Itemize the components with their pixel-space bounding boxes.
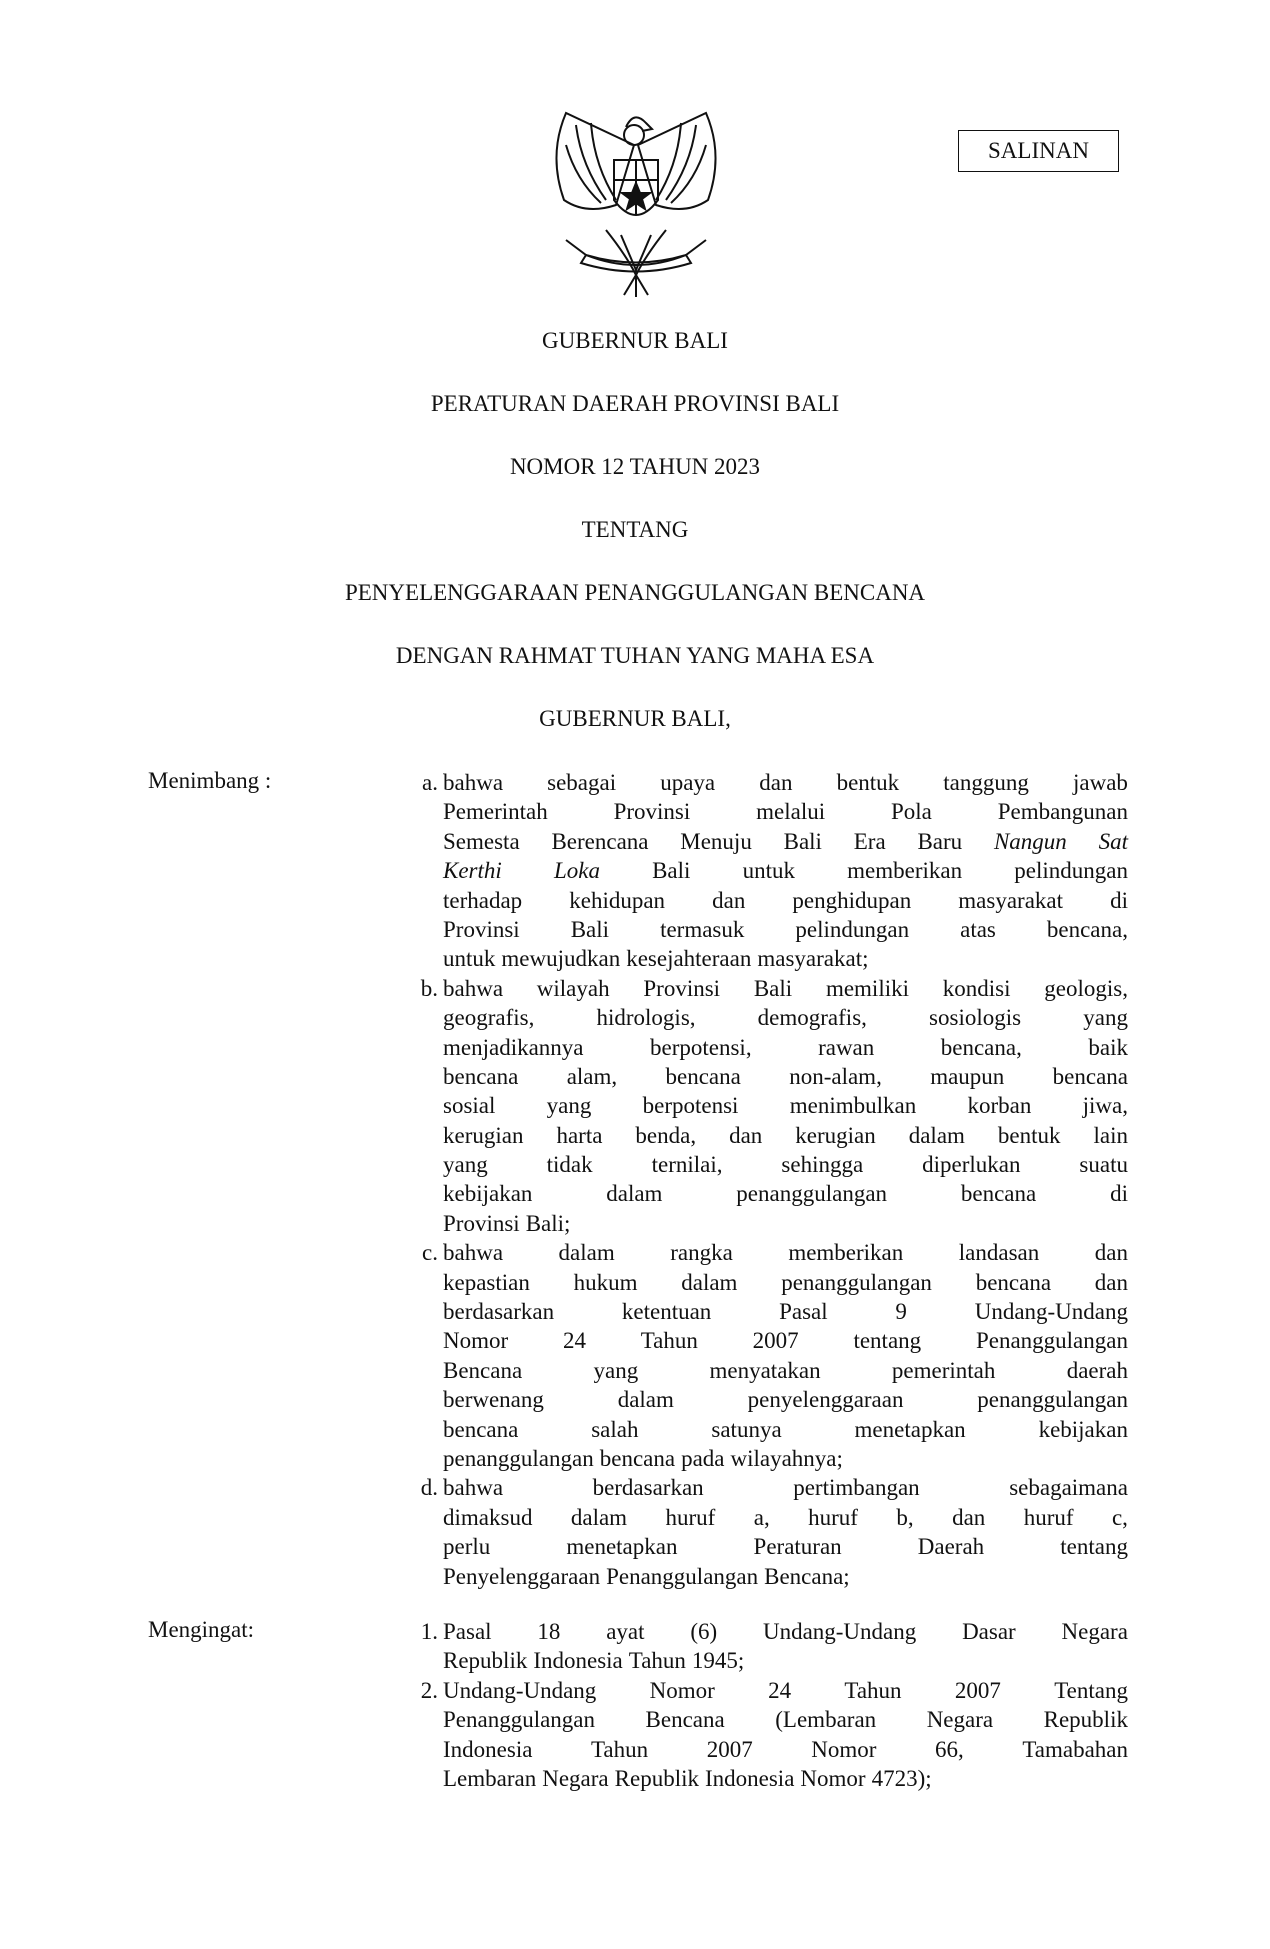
word: bencana: [443, 1063, 519, 1089]
word: huruf: [1023, 1504, 1074, 1530]
text-line: [443, 1003, 1128, 1032]
mengingat-section: [148, 1617, 1128, 1793]
word: untuk: [443, 946, 496, 972]
word: dalam: [558, 1240, 615, 1266]
word: pertimbangan: [793, 1475, 920, 1501]
word: yang: [1083, 1005, 1128, 1031]
text-line: [443, 886, 1128, 915]
word: bencana: [975, 1269, 1052, 1295]
word: yang: [593, 1357, 639, 1383]
text-line: [443, 768, 1128, 797]
word: Tahun: [640, 1328, 698, 1354]
word: dalam: [606, 1181, 663, 1207]
word: kondisi: [942, 975, 1011, 1001]
word: maupun: [930, 1063, 1005, 1089]
word: berdasarkan: [592, 1475, 704, 1501]
text-line: [443, 1415, 1128, 1444]
word: memberikan: [788, 1240, 904, 1266]
text-line: [443, 1444, 1128, 1473]
word: dan: [712, 887, 746, 913]
word: di: [1110, 1181, 1128, 1207]
word: Negara: [926, 1707, 994, 1733]
word: memberikan: [847, 858, 963, 884]
word: jiwa,: [1082, 1093, 1128, 1119]
text-line: [443, 1209, 1128, 1238]
text-line: [443, 1562, 1128, 1591]
word: Bali: [753, 975, 793, 1001]
word: atas: [960, 916, 996, 942]
word: tentang: [853, 1328, 922, 1354]
word: menetapkan: [566, 1534, 678, 1560]
word: korban: [967, 1093, 1032, 1119]
list-item: [148, 1238, 1128, 1473]
word: Bali: [652, 858, 691, 884]
text-line: [443, 1297, 1128, 1326]
menimbang-label: Menimbang :: [148, 768, 272, 793]
word: Bali: [783, 828, 822, 854]
word: Negara: [542, 1765, 609, 1791]
word: salah: [591, 1416, 639, 1442]
word: Nomor: [800, 1765, 866, 1791]
word: Tahun: [844, 1677, 902, 1703]
word: Lembaran: [443, 1765, 537, 1791]
text-line: [443, 915, 1128, 944]
heading-line: GUBERNUR BALI: [542, 328, 728, 353]
word: kerugian: [443, 1122, 524, 1148]
text-line: [443, 1033, 1128, 1062]
word: dalam: [617, 1387, 674, 1413]
word: Indonesia: [443, 1736, 533, 1762]
word: kesejahteraan: [626, 946, 752, 972]
word: tidak: [546, 1152, 593, 1178]
word: berpotensi,: [650, 1034, 752, 1060]
word: Bencana: [443, 1357, 523, 1383]
word: geografis,: [443, 1005, 535, 1031]
text-line: [443, 1705, 1128, 1734]
text-line: [443, 827, 1128, 856]
word: sosiologis: [929, 1005, 1022, 1031]
word: rangka: [670, 1240, 733, 1266]
word: masyarakat;: [757, 946, 869, 972]
word: wilayah: [536, 975, 610, 1001]
item-marker: b.: [420, 975, 438, 1001]
word: Bencana: [645, 1707, 725, 1733]
word: jawab: [1073, 770, 1128, 795]
word: penyelenggaraan: [747, 1387, 904, 1413]
word: ternilai,: [651, 1152, 723, 1178]
word: Bencana;: [764, 1563, 850, 1589]
word: bentuk: [836, 770, 900, 795]
word: sosial: [443, 1093, 496, 1119]
item-marker: a.: [422, 770, 438, 795]
heading-line: GUBERNUR BALI,: [539, 706, 731, 731]
word: Indonesia: [533, 1648, 623, 1674]
word: Undang-Undang: [974, 1299, 1128, 1325]
text-line: [443, 1238, 1128, 1267]
word: sehingga: [781, 1152, 864, 1178]
text-line: [443, 1532, 1128, 1561]
text-line: [443, 1062, 1128, 1091]
word: kerugian: [795, 1122, 876, 1148]
word: penghidupan: [792, 887, 912, 913]
word: bahwa: [443, 1240, 504, 1266]
word: tanggung: [943, 770, 1029, 795]
word: landasan: [958, 1240, 1040, 1266]
word: demografis,: [757, 1005, 867, 1031]
text-line: [443, 1676, 1128, 1705]
salinan-stamp: SALINAN: [958, 130, 1119, 172]
word: huruf: [665, 1504, 716, 1530]
word: tentang: [1060, 1534, 1128, 1560]
word: Tahun: [590, 1736, 649, 1762]
item-marker: 2.: [420, 1677, 438, 1703]
word: wilayahnya;: [730, 1445, 843, 1471]
word: Pola: [890, 799, 932, 825]
word: terhadap: [443, 887, 523, 913]
word: Provinsi: [443, 1210, 520, 1236]
word: Tentang: [1054, 1677, 1128, 1703]
word: bencana: [665, 1063, 741, 1089]
word: Pemerintah: [443, 799, 548, 825]
word: Penanggulangan: [606, 1563, 759, 1589]
list-item: [148, 1617, 1128, 1676]
word: Era: [853, 828, 886, 854]
word: Nomor: [649, 1677, 715, 1703]
word: (6): [690, 1619, 718, 1644]
word: pada: [681, 1445, 725, 1471]
garuda-emblem-icon: [546, 105, 726, 297]
word: a,: [753, 1504, 770, 1530]
word: dan: [759, 770, 793, 795]
word: Bali;: [525, 1210, 571, 1236]
text-line: [443, 1268, 1128, 1297]
text-line: [443, 974, 1128, 1003]
text-line: [443, 797, 1128, 826]
word: termasuk: [660, 916, 745, 942]
word: Berencana: [551, 828, 649, 854]
heading-line: DENGAN RAHMAT TUHAN YANG MAHA ESA: [395, 643, 875, 668]
word: kepastian: [443, 1269, 530, 1295]
word: penanggulangan: [781, 1269, 932, 1295]
word: kebijakan: [1038, 1416, 1128, 1442]
word: Tamabahan: [1022, 1736, 1128, 1762]
word: dalam: [681, 1269, 738, 1295]
word: 2007: [752, 1328, 799, 1354]
word: pemerintah: [891, 1357, 996, 1383]
word: 9: [895, 1299, 907, 1325]
word: Sat: [1098, 828, 1128, 854]
word: Provinsi: [443, 916, 520, 942]
text-line: [443, 1503, 1128, 1532]
word: Tahun: [628, 1648, 686, 1674]
word: diperlukan: [922, 1152, 1021, 1178]
word: Pembangunan: [997, 799, 1128, 825]
word: Undang-Undang: [443, 1677, 597, 1703]
list-item: [148, 768, 1128, 974]
word: mewujudkan: [501, 946, 621, 972]
text-line: [443, 1326, 1128, 1355]
text-line: [443, 1617, 1128, 1646]
word: berwenang: [443, 1387, 544, 1413]
word: penanggulangan: [977, 1387, 1128, 1413]
word: Nomor: [443, 1328, 509, 1354]
text-line: [443, 1764, 1128, 1793]
word: Daerah: [917, 1534, 985, 1560]
word: bencana: [599, 1445, 676, 1471]
word: non-alam,: [789, 1063, 882, 1089]
item-marker: 1.: [420, 1619, 438, 1644]
text-line: [443, 1121, 1128, 1150]
heading-line: PENYELENGGARAAN PENANGGULANGAN BENCANA: [344, 580, 926, 605]
word: dan: [952, 1504, 986, 1530]
heading-line: TENTANG: [581, 517, 689, 542]
word: yang: [443, 1152, 488, 1178]
word: bahwa: [443, 770, 504, 795]
word: c,: [1111, 1504, 1128, 1530]
word: menetapkan: [854, 1416, 966, 1442]
word: Penanggulangan: [443, 1707, 596, 1733]
word: berdasarkan: [443, 1299, 555, 1325]
word: ayat: [606, 1619, 645, 1644]
word: bencana: [960, 1181, 1037, 1207]
word: bencana: [443, 1416, 519, 1442]
word: menimbulkan: [789, 1093, 917, 1119]
word: dan: [1094, 1269, 1128, 1295]
word: Bali: [570, 916, 610, 942]
list-item: [148, 974, 1128, 1239]
text-line: [443, 1646, 1128, 1675]
word: dan: [729, 1122, 763, 1148]
word: lain: [1093, 1122, 1128, 1148]
word: Loka: [553, 858, 600, 884]
word: suatu: [1079, 1152, 1128, 1178]
word: yang: [546, 1093, 592, 1119]
text-line: [443, 1735, 1128, 1764]
item-marker: c.: [422, 1240, 438, 1266]
word: sebagai: [547, 770, 617, 795]
word: Nangun: [993, 828, 1067, 854]
word: ketentuan: [621, 1299, 712, 1325]
word: geologis,: [1044, 975, 1128, 1001]
word: untuk: [742, 858, 795, 884]
word: daerah: [1066, 1357, 1128, 1383]
word: menjadikannya: [443, 1034, 584, 1060]
word: Provinsi: [643, 975, 721, 1001]
list-item: [148, 1676, 1128, 1794]
word: Peraturan: [753, 1534, 842, 1560]
word: dimaksud: [443, 1504, 533, 1530]
word: bahwa: [443, 975, 504, 1001]
word: bencana: [1052, 1063, 1128, 1089]
word: penanggulangan: [736, 1181, 888, 1207]
word: kebijakan: [443, 1181, 533, 1207]
word: sebagaimana: [1009, 1475, 1128, 1501]
word: Nomor: [811, 1736, 877, 1762]
word: dalam: [570, 1504, 628, 1530]
word: masyarakat: [958, 887, 1064, 913]
word: Baru: [917, 828, 963, 854]
word: Undang-Undang: [762, 1619, 917, 1644]
word: penanggulangan: [443, 1445, 594, 1471]
heading-line: NOMOR 12 TAHUN 2023: [509, 454, 761, 479]
word: Negara: [1061, 1619, 1128, 1644]
word: (Lembaran: [775, 1707, 877, 1733]
item-marker: d.: [420, 1475, 438, 1501]
word: bentuk: [997, 1122, 1061, 1148]
word: pelindungan: [1014, 858, 1128, 884]
word: rawan: [818, 1034, 875, 1060]
text-line: [443, 1179, 1128, 1208]
word: memiliki: [825, 975, 909, 1001]
word: melalui: [756, 799, 826, 825]
menimbang-section: [148, 768, 1128, 1591]
word: benda,: [635, 1122, 697, 1148]
word: dan: [1094, 1240, 1128, 1266]
word: Pasal: [779, 1299, 828, 1325]
word: 66,: [935, 1736, 964, 1762]
mengingat-label: Mengingat:: [148, 1617, 255, 1642]
word: bahwa: [443, 1475, 504, 1501]
word: harta: [556, 1122, 603, 1148]
word: perlu: [443, 1534, 491, 1560]
word: 24: [562, 1328, 586, 1354]
word: Republik: [1043, 1707, 1128, 1733]
word: baik: [1088, 1034, 1128, 1060]
text-line: [443, 1091, 1128, 1120]
word: Penyelenggaraan: [443, 1563, 601, 1589]
word: 2007: [954, 1677, 1001, 1703]
word: bencana,: [1046, 916, 1128, 942]
word: alam,: [566, 1063, 618, 1089]
word: 2007: [706, 1736, 753, 1762]
word: kehidupan: [569, 887, 666, 913]
word: Republik: [614, 1765, 699, 1791]
word: 24: [768, 1677, 792, 1703]
word: huruf: [808, 1504, 858, 1530]
word: Pasal: [443, 1619, 492, 1644]
word: Penanggulangan: [975, 1328, 1128, 1354]
word: 1945;: [691, 1648, 745, 1674]
word: Republik: [443, 1648, 528, 1674]
word: satunya: [711, 1416, 782, 1442]
word: di: [1110, 887, 1128, 913]
word: 4723);: [871, 1765, 932, 1791]
list-item: [148, 1473, 1128, 1591]
word: Kerthi: [443, 858, 502, 884]
word: 18: [537, 1619, 561, 1644]
word: dalam: [908, 1122, 965, 1148]
word: Indonesia: [704, 1765, 795, 1791]
text-line: [443, 1356, 1128, 1385]
word: upaya: [660, 770, 716, 795]
word: b,: [896, 1504, 914, 1530]
text-line: [443, 856, 1128, 885]
word: hidrologis,: [596, 1005, 696, 1031]
text-line: [443, 1473, 1128, 1502]
word: hukum: [573, 1269, 638, 1295]
text-line: [443, 1385, 1128, 1414]
word: Dasar: [962, 1619, 1016, 1644]
heading-line: PERATURAN DAERAH PROVINSI BALI: [430, 391, 840, 416]
word: menyatakan: [709, 1357, 821, 1383]
word: Menuju: [680, 828, 752, 854]
word: Semesta: [443, 828, 520, 854]
word: bencana,: [940, 1034, 1022, 1060]
word: pelindungan: [795, 916, 910, 942]
word: berpotensi: [642, 1093, 739, 1119]
text-line: [443, 1150, 1128, 1179]
word: Provinsi: [613, 799, 691, 825]
text-line: [443, 944, 1128, 973]
